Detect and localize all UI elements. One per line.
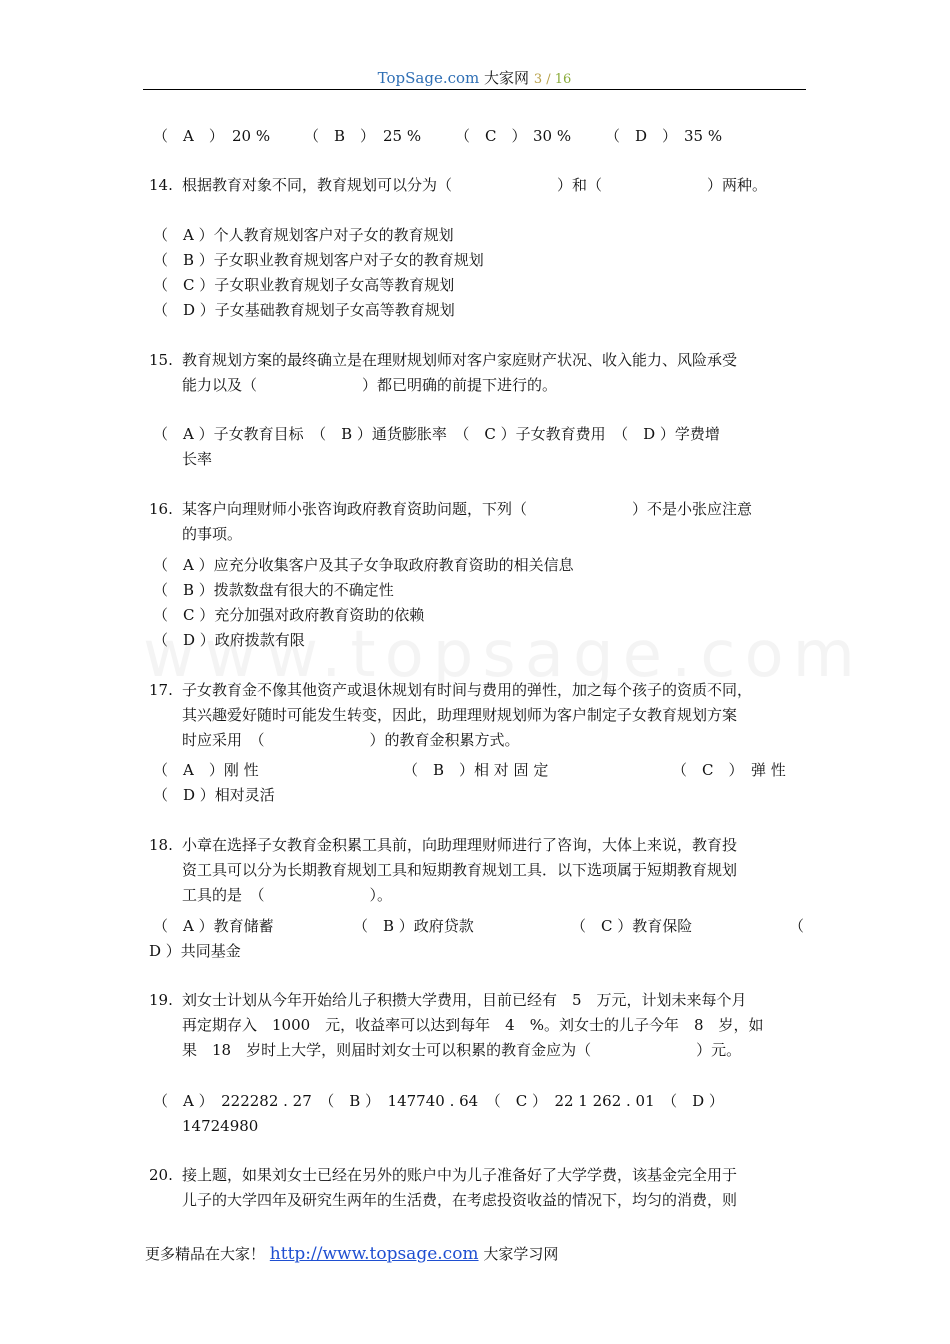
q14-text: 根据教育对象不同，教育规划可以分为（ ）和（ ）两种。 bbox=[182, 176, 768, 194]
q20-text-line-1: 接上题，如果刘女士已经在另外的账户中为儿子准备好了大学学费，该基金完全用于 bbox=[182, 1166, 738, 1184]
q17-text-line-2: 其兴趣爱好随时可能发生转变，因此，助理理财规划师为客户制定子女教育规划方案 bbox=[182, 706, 738, 724]
q13-option-b-text: 25 % bbox=[383, 127, 422, 145]
header-page-number: 3 bbox=[533, 72, 543, 87]
q13-option-c-letter: （ C ） bbox=[455, 127, 527, 145]
page-footer bbox=[145, 1243, 558, 1265]
header-rule bbox=[143, 89, 806, 90]
q17-number: 17. bbox=[149, 681, 173, 699]
q17-option-c: （ C ） 弹 性 bbox=[672, 761, 786, 779]
header-page-total: 16 bbox=[554, 72, 572, 87]
q17-option-d: （ D ）相对灵活 bbox=[153, 786, 275, 804]
q17-option-b: （ B ）相 对 固 定 bbox=[403, 761, 549, 779]
header-site[interactable]: TopSage.com bbox=[377, 69, 480, 87]
header-page-separator: / bbox=[542, 72, 555, 87]
q18-text-line-1: 小章在选择子女教育金积累工具前，向助理理财师进行了咨询，大体上来说，教育投 bbox=[182, 836, 738, 854]
q13-option-b-letter: （ B ） bbox=[304, 127, 376, 145]
q16-option-d: （ D ）政府拨款有限 bbox=[153, 631, 305, 649]
q14-option-a: （ A ）个人教育规划客户对子女的教育规划 bbox=[153, 226, 454, 244]
footer-link[interactable]: http://www.topsage.com bbox=[269, 1244, 479, 1264]
q17-option-a: （ A ）刚 性 bbox=[153, 761, 259, 779]
page-header bbox=[143, 68, 806, 90]
q16-option-a: （ A ）应充分收集客户及其子女争取政府教育资助的相关信息 bbox=[153, 556, 574, 574]
q18-text-line-3: 工具的是 （ ）。 bbox=[182, 886, 393, 904]
q18-number: 18. bbox=[149, 836, 173, 854]
q13-option-c-text: 30 % bbox=[533, 127, 572, 145]
q13-option-a-letter: （ A ） bbox=[153, 127, 224, 145]
q19-text-line-2: 再定期存入 1000 元，收益率可以达到每年 4 %。刘女士的儿子今年 8 岁，如 bbox=[182, 1016, 764, 1034]
q19-options-line-1: （ A ） 222282 . 27 （ B ） 147740 . 64 （ C ） 22 1 262 . 01 （ D ） bbox=[153, 1092, 724, 1110]
q15-text-line-2: 能力以及（ ）都已明确的前提下进行的。 bbox=[182, 376, 558, 394]
q17-text-line-1: 子女教育金不像其他资产或退休规划有时间与费用的弹性，加之每个孩子的资质不同， bbox=[182, 681, 753, 699]
q18-option-d: D ）共同基金 bbox=[149, 942, 241, 960]
q13-option-d-text: 35 % bbox=[684, 127, 723, 145]
q18-text-line-2: 资工具可以分为长期教育规划工具和短期教育规划工具．以下选项属于短期教育规划 bbox=[182, 861, 738, 879]
q20-number: 20. bbox=[149, 1166, 173, 1184]
q15-text-line-1: 教育规划方案的最终确立是在理财规划师对客户家庭财产状况、收入能力、风险承受 bbox=[182, 351, 738, 369]
q20-text-line-2: 儿子的大学四年及研究生两年的生活费，在考虑投资收益的情况下，均匀的消费，则 bbox=[182, 1191, 738, 1209]
q18-option-b: （ B ）政府贷款 bbox=[353, 917, 474, 935]
q19-options-line-2: 14724980 bbox=[182, 1117, 259, 1135]
q13-option-a-text: 20 % bbox=[232, 127, 271, 145]
q15-options-line-1: （ A ）子女教育目标 （ B ）通货膨胀率 （ C ）子女教育费用 （ D ）学费增 bbox=[153, 425, 720, 443]
q14-number: 14. bbox=[149, 176, 173, 194]
q13-option-d-letter: （ D ） bbox=[605, 127, 678, 145]
q16-option-b: （ B ）拨款数盘有很大的不确定性 bbox=[153, 581, 394, 599]
q14-option-d: （ D ）子女基础教育规划子女高等教育规划 bbox=[153, 301, 455, 319]
q15-number: 15. bbox=[149, 351, 173, 369]
q18-option-d-paren: （ bbox=[789, 917, 805, 935]
q16-option-c: （ C ）充分加强对政府教育资助的依赖 bbox=[153, 606, 425, 624]
q19-text-line-1: 刘女士计划从今年开始给儿子积攒大学费用，目前已经有 5 万元，计划未来每个月 bbox=[182, 991, 747, 1009]
q16-text-line-2: 的事项。 bbox=[182, 525, 243, 543]
q19-number: 19. bbox=[149, 991, 173, 1009]
q17-text-line-3: 时应采用 （ ）的教育金积累方式。 bbox=[182, 731, 520, 749]
header-site-name: 大家网 bbox=[484, 69, 530, 87]
q19-text-line-3: 果 18 岁时上大学，则届时刘女士可以积累的教育金应为（ ）元。 bbox=[182, 1041, 742, 1059]
q14-option-c: （ C ）子女职业教育规划子女高等教育规划 bbox=[153, 276, 455, 294]
q16-number: 16. bbox=[149, 500, 173, 518]
q15-options-line-2: 长率 bbox=[182, 450, 213, 468]
q16-text-line-1: 某客户向理财师小张咨询政府教育资助问题，下列（ ）不是小张应注意 bbox=[182, 500, 753, 518]
footer-prefix: 更多精品在大家！ bbox=[145, 1245, 266, 1263]
q18-option-c: （ C ）教育保险 bbox=[571, 917, 693, 935]
footer-suffix: 大家学习网 bbox=[478, 1245, 559, 1263]
q18-option-a: （ A ）教育储蓄 bbox=[153, 917, 274, 935]
q14-option-b: （ B ）子女职业教育规划客户对子女的教育规划 bbox=[153, 251, 484, 269]
